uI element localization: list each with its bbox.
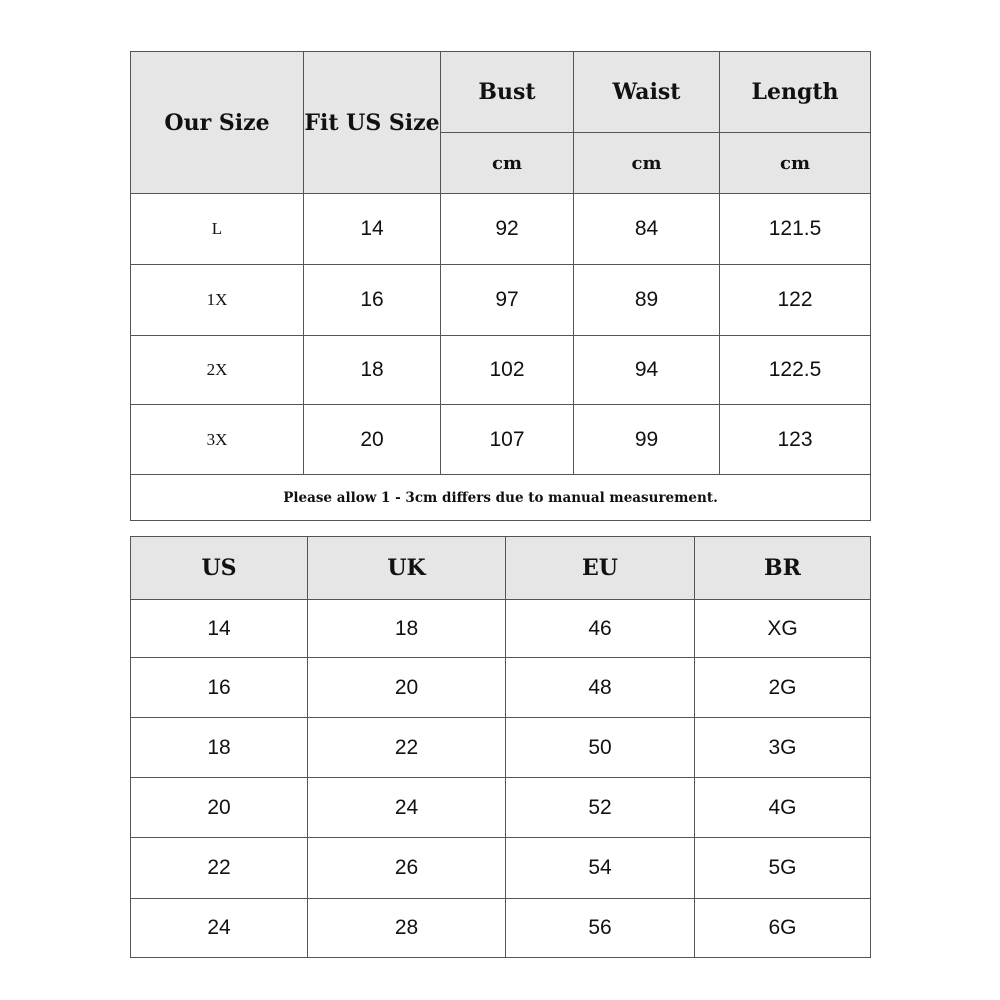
unit-waist: cm xyxy=(574,133,720,194)
our-size-cell: L xyxy=(131,194,304,265)
unit-bust: cm xyxy=(441,133,574,194)
header-uk: UK xyxy=(308,537,506,600)
bust-cell: 107 xyxy=(441,405,574,475)
uk-cell: 22 xyxy=(308,718,506,778)
bust-cell: 102 xyxy=(441,336,574,405)
waist-cell: 99 xyxy=(574,405,720,475)
uk-cell: 28 xyxy=(308,899,506,958)
br-cell: XG xyxy=(695,600,871,658)
size-chart-table xyxy=(130,51,871,521)
eu-cell: 54 xyxy=(506,838,695,899)
our-size-cell: 2X xyxy=(131,336,304,405)
waist-cell: 89 xyxy=(574,265,720,336)
us-cell: 22 xyxy=(131,838,308,899)
measurement-note: Please allow 1 - 3cm differs due to manual measurement. xyxy=(131,475,871,521)
br-cell: 5G xyxy=(695,838,871,899)
eu-cell: 56 xyxy=(506,899,695,958)
us-cell: 24 xyxy=(131,899,308,958)
eu-cell: 46 xyxy=(506,600,695,658)
bust-cell: 92 xyxy=(441,194,574,265)
table-row xyxy=(131,718,871,778)
us-cell: 20 xyxy=(131,778,308,838)
us-cell: 16 xyxy=(131,658,308,718)
table-row xyxy=(131,899,871,958)
br-cell: 6G xyxy=(695,899,871,958)
table-row xyxy=(131,838,871,899)
header-waist: Waist xyxy=(574,52,720,133)
uk-cell: 26 xyxy=(308,838,506,899)
header-br: BR xyxy=(695,537,871,600)
br-cell: 2G xyxy=(695,658,871,718)
us-cell: 14 xyxy=(131,600,308,658)
fit-us-cell: 18 xyxy=(304,336,441,405)
table-row xyxy=(131,600,871,658)
table-row xyxy=(131,265,871,336)
length-cell: 122 xyxy=(720,265,871,336)
length-cell: 121.5 xyxy=(720,194,871,265)
uk-cell: 18 xyxy=(308,600,506,658)
table-row xyxy=(131,405,871,475)
length-cell: 122.5 xyxy=(720,336,871,405)
us-cell: 18 xyxy=(131,718,308,778)
header-us: US xyxy=(131,537,308,600)
table-row xyxy=(131,194,871,265)
br-cell: 4G xyxy=(695,778,871,838)
eu-cell: 50 xyxy=(506,718,695,778)
table-row xyxy=(131,336,871,405)
our-size-cell: 3X xyxy=(131,405,304,475)
uk-cell: 24 xyxy=(308,778,506,838)
header-our-size: Our Size xyxy=(131,52,304,194)
br-cell: 3G xyxy=(695,718,871,778)
header-bust: Bust xyxy=(441,52,574,133)
header-length: Length xyxy=(720,52,871,133)
fit-us-cell: 16 xyxy=(304,265,441,336)
header-eu: EU xyxy=(506,537,695,600)
waist-cell: 94 xyxy=(574,336,720,405)
eu-cell: 48 xyxy=(506,658,695,718)
header-fit-us-size: Fit US Size xyxy=(304,52,441,194)
fit-us-cell: 14 xyxy=(304,194,441,265)
unit-length: cm xyxy=(720,133,871,194)
eu-cell: 52 xyxy=(506,778,695,838)
table-row xyxy=(131,658,871,718)
table-row xyxy=(131,778,871,838)
size-conversion-table xyxy=(130,536,871,958)
fit-us-cell: 20 xyxy=(304,405,441,475)
our-size-cell: 1X xyxy=(131,265,304,336)
bust-cell: 97 xyxy=(441,265,574,336)
uk-cell: 20 xyxy=(308,658,506,718)
length-cell: 123 xyxy=(720,405,871,475)
waist-cell: 84 xyxy=(574,194,720,265)
